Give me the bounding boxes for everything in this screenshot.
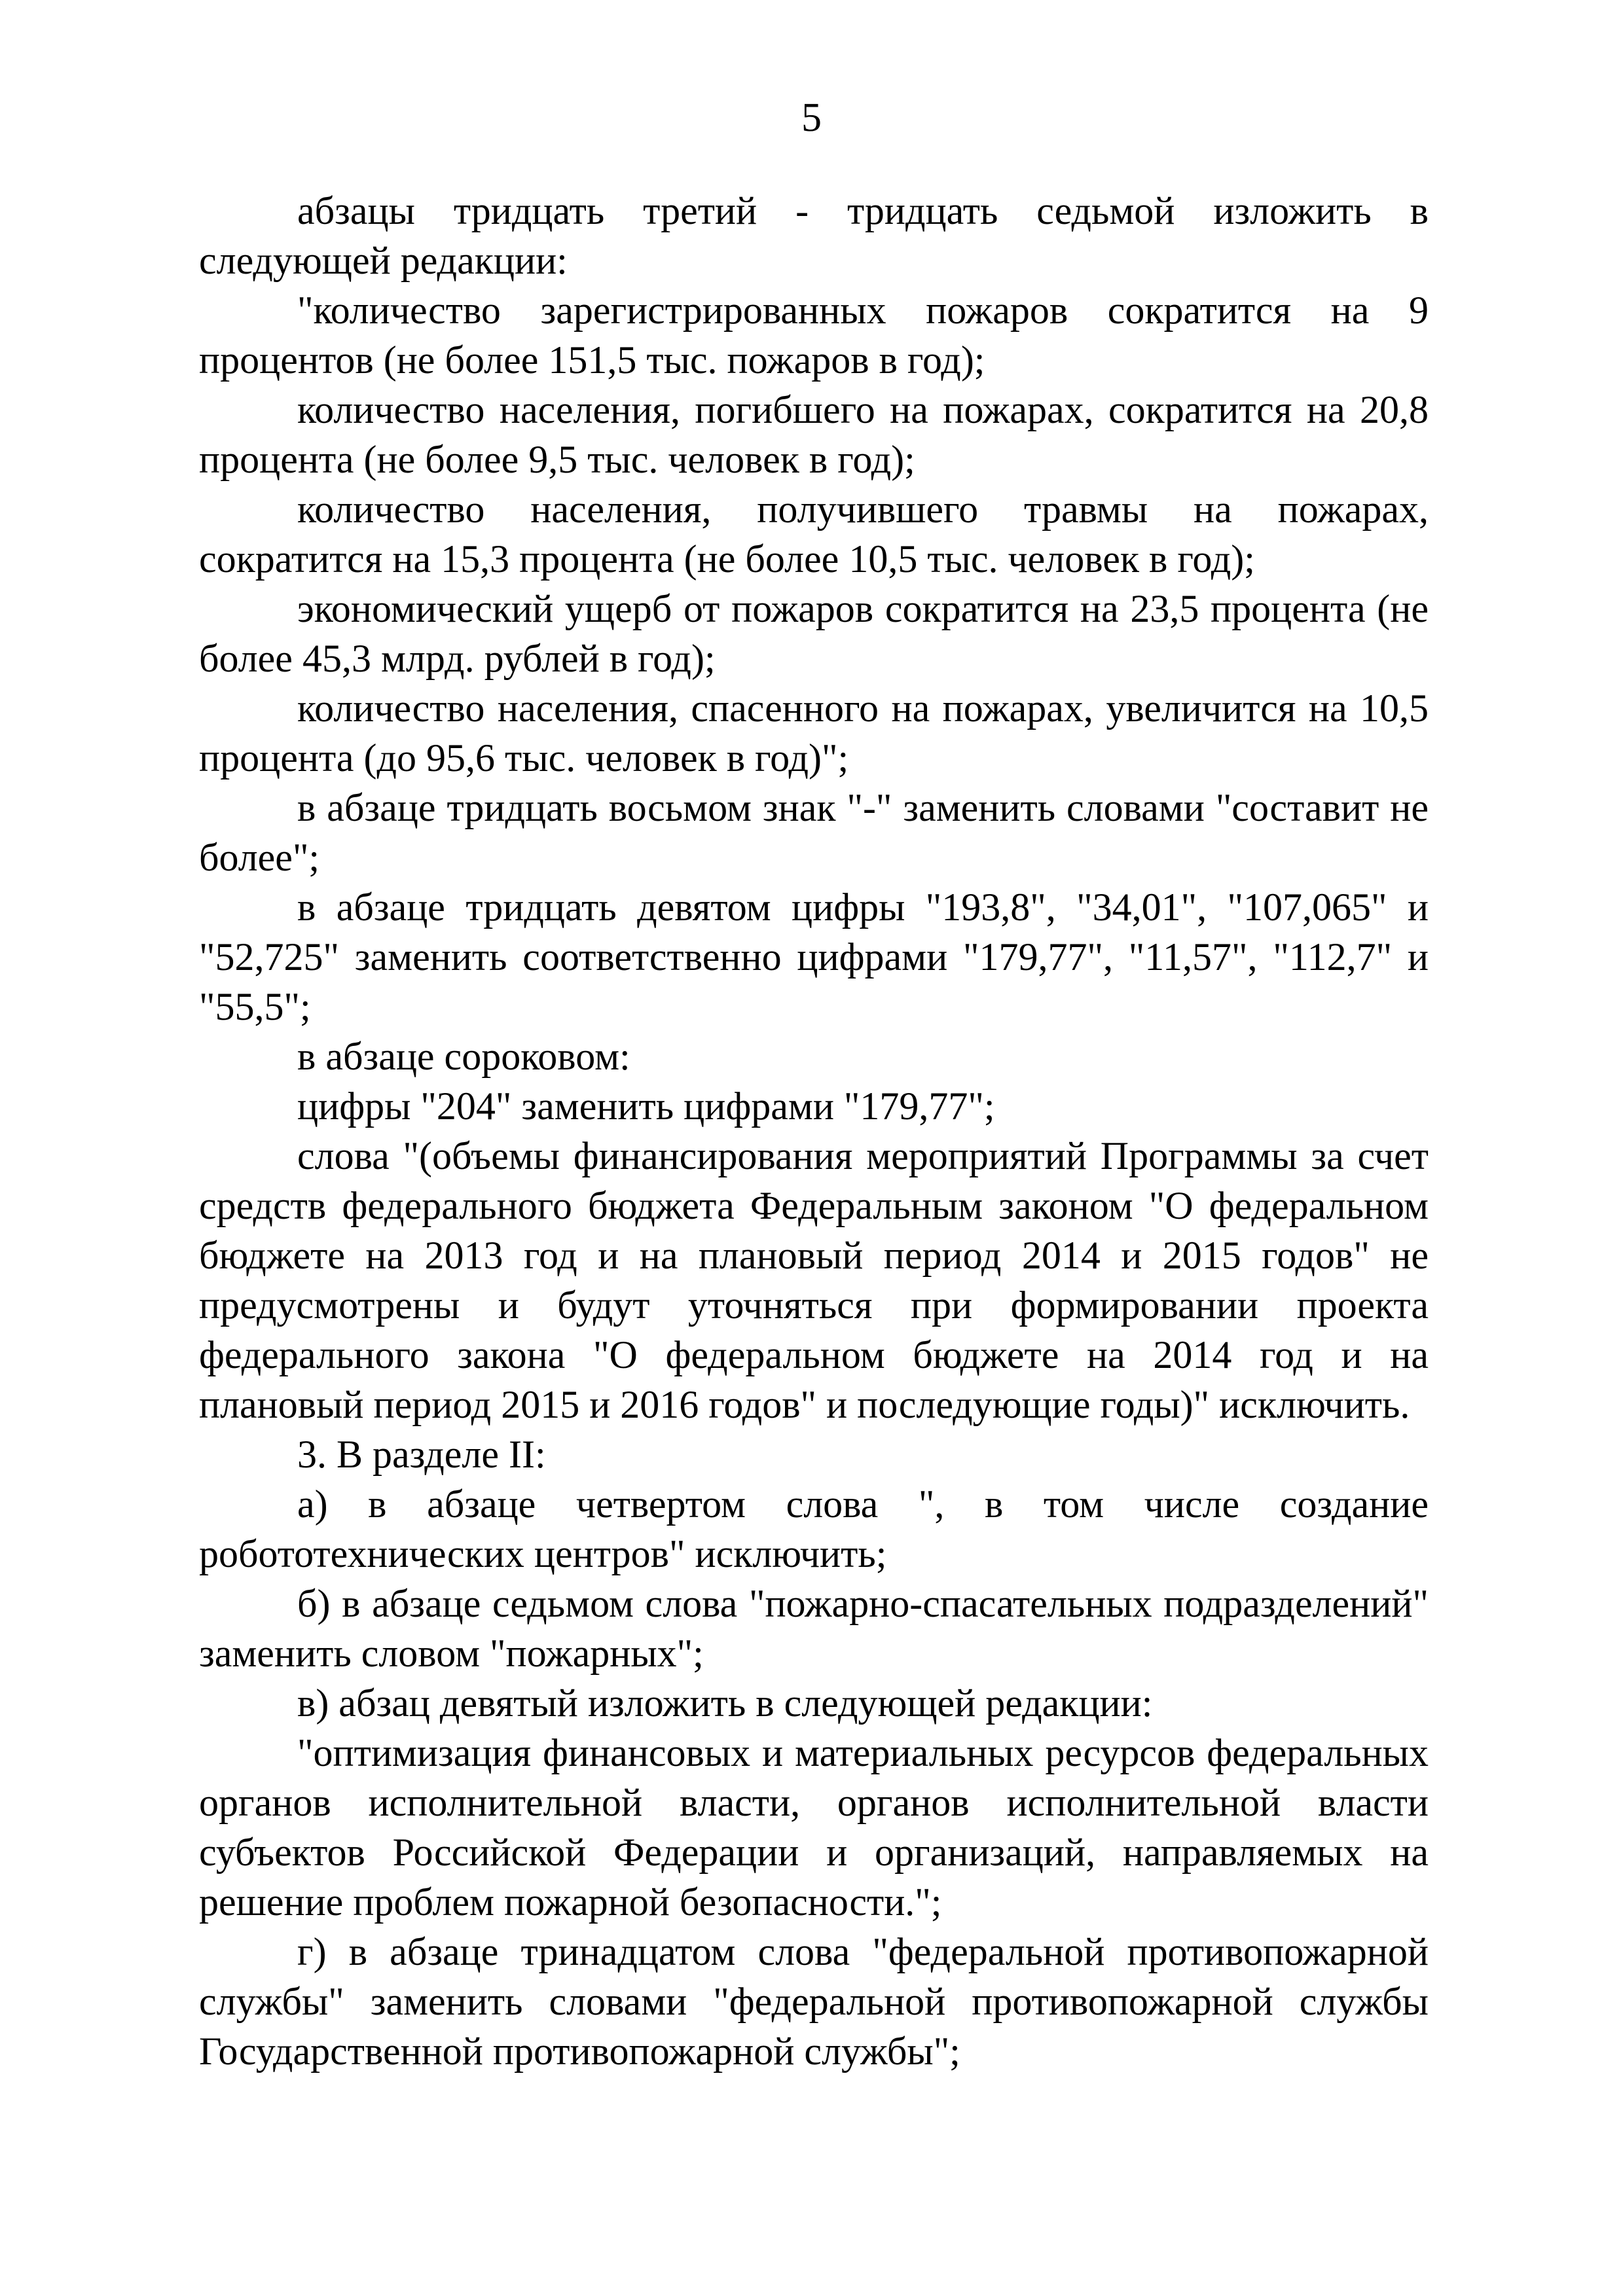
paragraph: г) в абзаце тринадцатом слова "федеральной противопожарной службы" заменить словами "федеральной противопожарной службы Государственной противопожарной службы"; — [199, 1930, 1429, 2073]
paragraph: экономический ущерб от пожаров сократится на 23,5 процента (не более 45,3 млрд. рублей в год); — [199, 587, 1429, 680]
paragraph: количество населения, получившего травмы на пожарах, сократится на 15,3 процента (не более 10,5 тыс. человек в год); — [199, 488, 1429, 581]
paragraph: 3. В разделе II: — [297, 1433, 546, 1476]
paragraph: "оптимизация финансовых и материальных ресурсов федеральных органов исполнительной власти, органов исполнительной власти субъектов Российской Федерации и организаций, направляемых на решение проблем пожарной безопасности."; — [199, 1731, 1429, 1924]
paragraph: "количество зарегистрированных пожаров сократится на 9 процентов (не более 151,5 тыс. пожаров в год); — [199, 289, 1429, 382]
paragraph: в абзаце тридцать девятом цифры "193,8", "34,01", "107,065" и "52,725" заменить соответственно цифрами "179,77", "11,57", "112,7" и "55,5"; — [199, 886, 1429, 1028]
paragraph: абзацы тридцать третий - тридцать седьмой изложить в следующей редакции: — [199, 189, 1429, 282]
paragraph: а) в абзаце четвертом слова ", в том числе создание робототехнических центров" исключить; — [199, 1482, 1429, 1575]
paragraph: слова "(объемы финансирования мероприятий Программы за счет средств федерального бюджета Федеральным законом "О федеральном бюджете на 2013 год и на плановый период 2014 и 2015 годов" не предусмотрены и будут уточняться при формировании проекта федерального закона "О федеральном бюджете на 2014 год и на плановый период 2015 и 2016 годов" и последующие годы)" исключить. — [199, 1134, 1429, 1426]
paragraph: количество населения, спасенного на пожарах, увеличится на 10,5 процента (до 95,6 тыс. человек в год)"; — [199, 687, 1429, 780]
page-number: 5 — [801, 96, 822, 140]
paragraph: в абзаце тридцать восьмом знак "-" заменить словами "составит не более"; — [199, 786, 1429, 879]
document-body — [199, 186, 1429, 2076]
paragraph: б) в абзаце седьмом слова "пожарно-спасательных подразделений" заменить словом "пожарных"; — [199, 1582, 1429, 1675]
paragraph: цифры "204" заменить цифрами "179,77"; — [297, 1085, 995, 1128]
paragraph: в) абзац девятый изложить в следующей редакции: — [297, 1681, 1153, 1725]
paragraph: в абзаце сороковом: — [297, 1035, 630, 1078]
paragraph: количество населения, погибшего на пожарах, сократится на 20,8 процента (не более 9,5 тыс. человек в год); — [199, 388, 1429, 481]
